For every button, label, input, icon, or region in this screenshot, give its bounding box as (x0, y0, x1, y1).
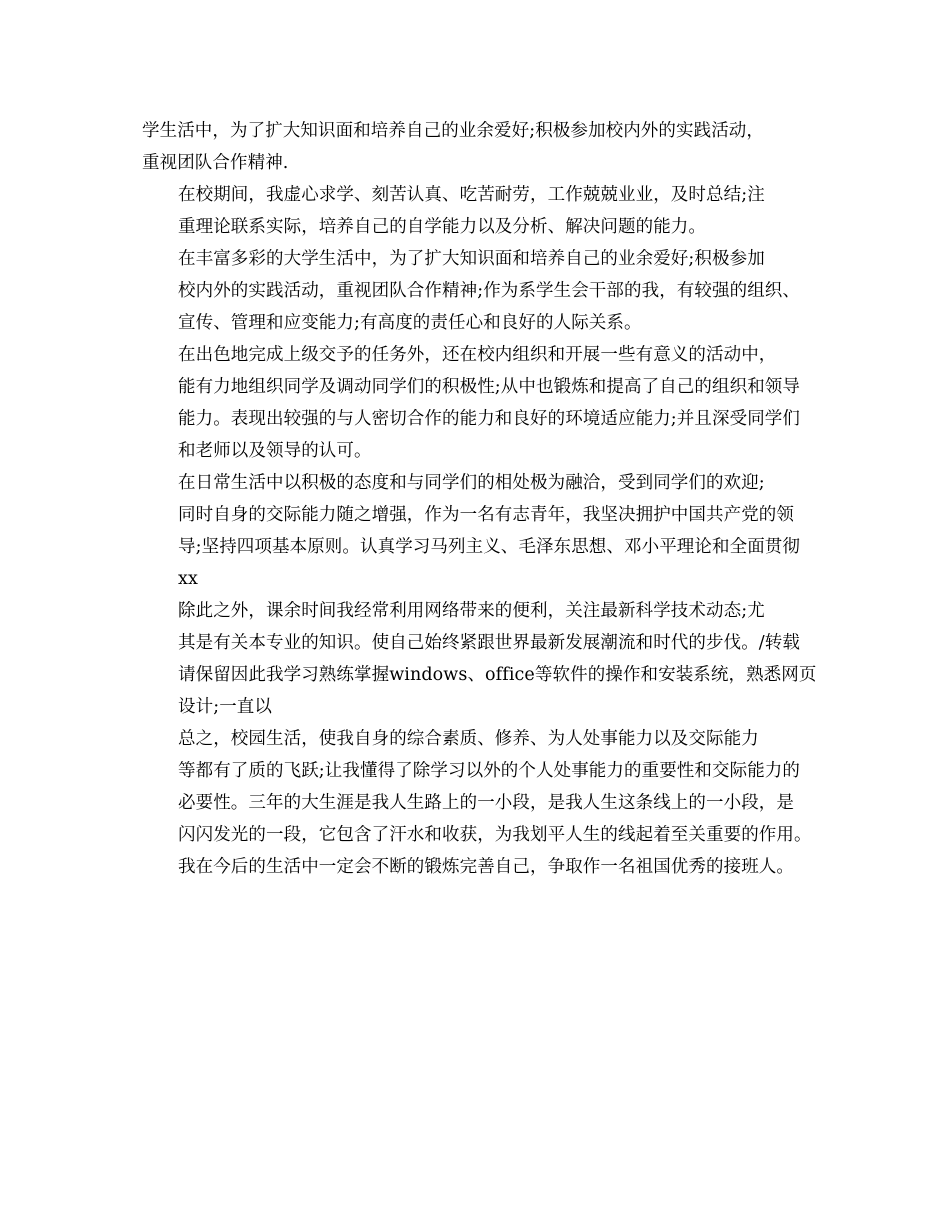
text-line: 重视团队合作精神. (142, 153, 289, 173)
paragraph-6 (142, 595, 817, 723)
text-line: 在出色地完成上级交予的任务外，还在校内组织和开展一些有意义的活动中， (178, 345, 777, 365)
paragraph-5 (142, 467, 810, 595)
text-line: 能有力地组织同学及调动同学们的积极性;从中也锻炼和提高了自己的组织和领导 (178, 377, 800, 397)
text-line: 我在今后的生活中一定会不断的锻炼完善自己，争取作一名祖国优秀的接班人。 (178, 857, 794, 877)
text-line: 导;坚持四项基本原则。认真学习马列主义、毛泽东思想、邓小平理论和全面贯彻 (178, 537, 800, 557)
text-line: 必要性。三年的大生涯是我人生路上的一小段，是我人生这条线上的一小段，是 (178, 793, 794, 813)
text-line: 校内外的实践活动，重视团队合作精神;作为系学生会干部的我，有较强的组织、 (178, 281, 800, 301)
text-line: 其是有关本专业的知识。使自己始终紧跟世界最新发展潮流和时代的步伐。/转载 (178, 633, 800, 653)
paragraph-2 (142, 179, 810, 243)
paragraph-3 (142, 243, 810, 339)
text-line: 在日常生活中以积极的态度和与同学们的相处极为融洽，受到同学们的欢迎; (178, 473, 765, 493)
text-line: 宣传、管理和应变能力;有高度的责任心和良好的人际关系。 (178, 313, 642, 333)
text-line: xx (178, 569, 198, 589)
text-line: 和老师以及领导的认可。 (178, 441, 372, 461)
text-line: 闪闪发光的一段，它包含了汗水和收获，为我划平人生的线起着至关重要的作用。 (178, 825, 812, 845)
paragraph-7 (142, 723, 810, 883)
text-line: 在丰富多彩的大学生活中，为了扩大知识面和培养自己的业余爱好;积极参加 (178, 249, 765, 269)
text-line: 在校期间，我虚心求学、刻苦认真、吃苦耐劳，工作兢兢业业，及时总结;注 (178, 185, 765, 205)
paragraph-4 (142, 339, 810, 467)
text-line: 等都有了质的飞跃;让我懂得了除学习以外的个人处事能力的重要性和交际能力的 (178, 761, 800, 781)
paragraph-1 (142, 115, 810, 179)
text-line: 同时自身的交际能力随之增强，作为一名有志青年，我坚决拥护中国共产党的领 (178, 505, 794, 525)
text-line: 设计;一直以 (178, 697, 272, 717)
text-line: 除此之外，课余时间我经常利用网络带来的便利，关注最新科学技术动态;尤 (178, 601, 765, 621)
text-line: 能力。表现出较强的与人密切合作的能力和良好的环境适应能力;并且深受同学们 (178, 409, 800, 429)
text-line: 请保留因此我学习熟练掌握windows、office等软件的操作和安装系统，熟悉网页 (178, 665, 817, 685)
document-body (142, 115, 817, 883)
text-line: 学生活中，为了扩大知识面和培养自己的业余爱好;积极参加校内外的实践活动， (142, 121, 764, 141)
text-line: 重理论联系实际，培养自己的自学能力以及分析、解决问题的能力。 (178, 217, 706, 237)
text-line: 总之，校园生活，使我自身的综合素质、修养、为人处事能力以及交际能力 (178, 729, 759, 749)
